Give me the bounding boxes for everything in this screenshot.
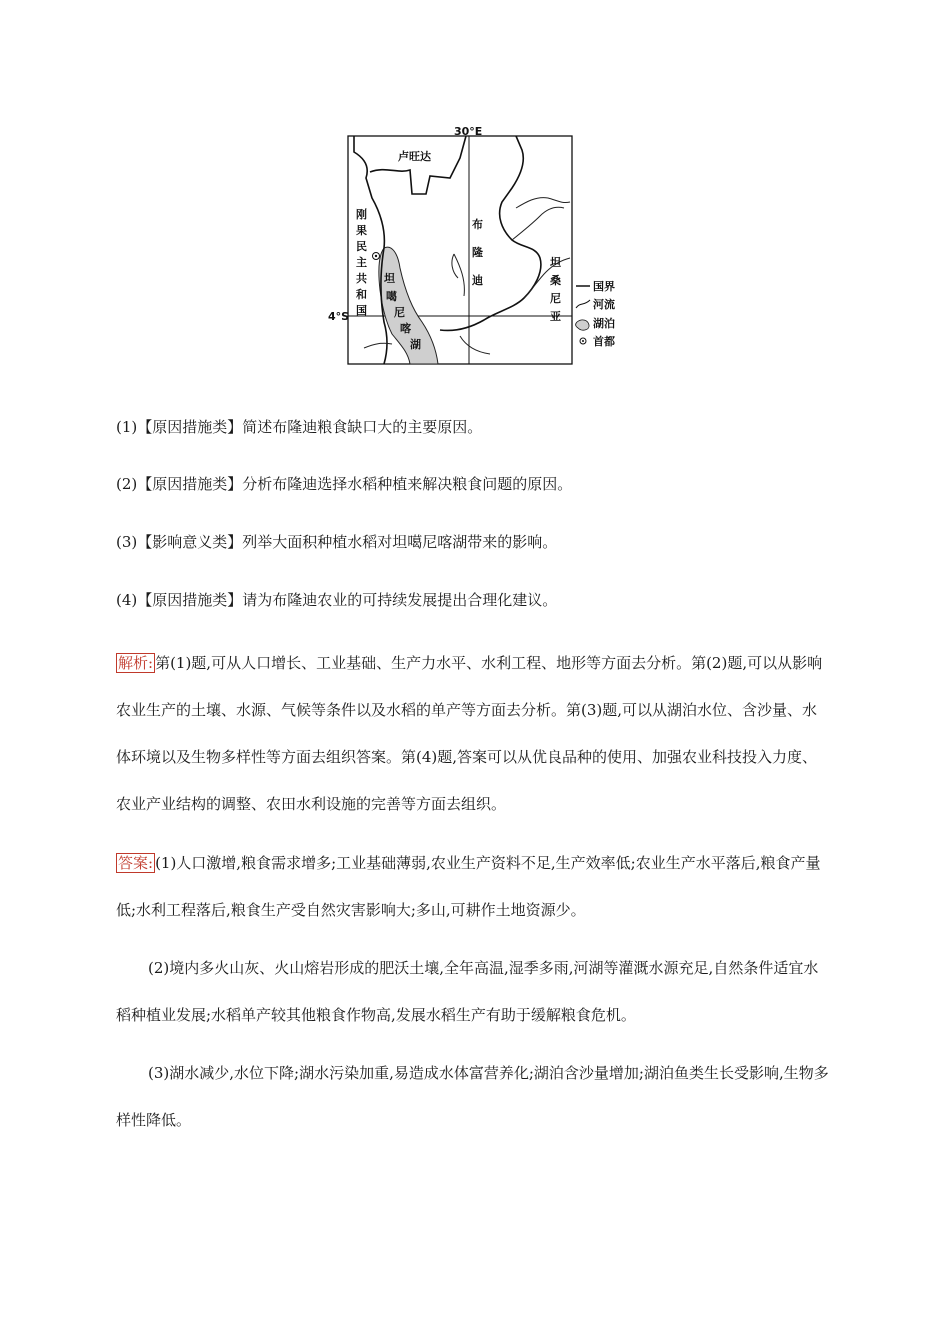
svg-text:国: 国 <box>356 304 367 317</box>
svg-text:民: 民 <box>356 240 367 253</box>
question-1: (1)【原因措施类】简述布隆迪粮食缺口大的主要原因。 <box>116 418 483 436</box>
label-burundi <box>471 217 483 287</box>
svg-text:喀: 喀 <box>400 322 411 335</box>
analysis-tag: 解析: <box>118 654 154 672</box>
river-4 <box>524 258 570 298</box>
map-legend <box>576 279 616 348</box>
svg-text:刚: 刚 <box>356 208 367 221</box>
legend-border: 国界 <box>593 280 615 293</box>
analysis-text: 第(1)题,可从人口增长、工业基础、生产力水平、水利工程、地形等方面去分析。第(2)题,可以从影响农业生产的土壤、水源、气候等条件以及水稻的单产等方面去分析。第(3)题,可以从湖泊水位、含沙量、水体环境以及生物多样性等方面去组织答案。第(4)题,答案可以从优良品种的使用、加强农业科技投入力度、农业产业结构的调整、农田水利设施的完善等方面去组织。 <box>116 654 823 813</box>
svg-text:和: 和 <box>356 288 367 301</box>
river-3 <box>452 254 464 296</box>
answer-tag: 答案: <box>118 854 154 872</box>
burundi-map <box>326 122 626 372</box>
svg-text:湖: 湖 <box>410 338 421 351</box>
answer-paragraph-2: (2)境内多火山灰、火山熔岩形成的肥沃土壤,全年高温,湿季多雨,河湖等灌溉水源充足,自然条件适宜水稻种植业发展;水稻单产较其他粮食作物高,发展水稻生产有助于缓解粮食危机。 <box>116 959 819 1024</box>
label-tanzania <box>549 255 561 323</box>
river-5 <box>460 336 490 354</box>
legend-lake: 湖泊 <box>593 317 615 330</box>
svg-text:桑: 桑 <box>550 274 561 287</box>
svg-text:坦: 坦 <box>550 256 561 269</box>
svg-text:亚: 亚 <box>550 310 561 323</box>
question-3: (3)【影响意义类】列举大面积种植水稻对坦噶尼喀湖带来的影响。 <box>116 533 558 551</box>
river-6 <box>364 343 392 348</box>
question-4: (4)【原因措施类】请为布隆迪农业的可持续发展提出合理化建议。 <box>116 591 558 609</box>
map-figure <box>326 122 626 372</box>
latitude-label: 4°S <box>328 310 350 323</box>
svg-text:尼: 尼 <box>550 292 561 305</box>
svg-text:隆: 隆 <box>472 246 483 259</box>
answer-paragraph-3: (3)湖水减少,水位下降;湖水污染加重,易造成水体富营养化;湖泊含沙量增加;湖泊鱼类生长受影响,生物多样性降低。 <box>116 1064 829 1129</box>
svg-text:尼: 尼 <box>394 306 405 319</box>
question-2: (2)【原因措施类】分析布隆迪选择水稻种植来解决粮食问题的原因。 <box>116 475 573 493</box>
answer-paragraph-1 <box>116 840 830 934</box>
svg-text:主: 主 <box>356 256 367 269</box>
legend-lake-symbol <box>576 320 589 330</box>
answer-text-1: (1)人口激增,粮食需求增多;工业基础薄弱,农业生产资料不足,生产效率低;农业生产水平落后,粮食产量低;水利工程落后,粮食生产受自然灾害影响大;多山,可耕作土地资源少。 <box>116 854 821 919</box>
svg-text:坦: 坦 <box>384 272 395 285</box>
border-tanzania <box>440 136 541 331</box>
label-drc <box>356 207 367 317</box>
legend-river: 河流 <box>593 298 615 311</box>
border-rwanda <box>370 136 466 194</box>
svg-text:迪: 迪 <box>472 274 483 287</box>
legend-capital: 首都 <box>593 335 615 348</box>
river-2 <box>512 207 564 240</box>
svg-text:共: 共 <box>356 272 367 285</box>
label-rwanda: 卢旺达 <box>398 150 431 163</box>
analysis-paragraph <box>116 640 830 828</box>
longitude-label: 30°E <box>454 125 483 138</box>
svg-text:布: 布 <box>472 218 483 231</box>
svg-text:果: 果 <box>356 224 367 237</box>
svg-text:噶: 噶 <box>386 290 397 303</box>
capital-dot <box>375 255 377 257</box>
river-1 <box>516 198 570 208</box>
legend-river-symbol <box>576 300 590 308</box>
